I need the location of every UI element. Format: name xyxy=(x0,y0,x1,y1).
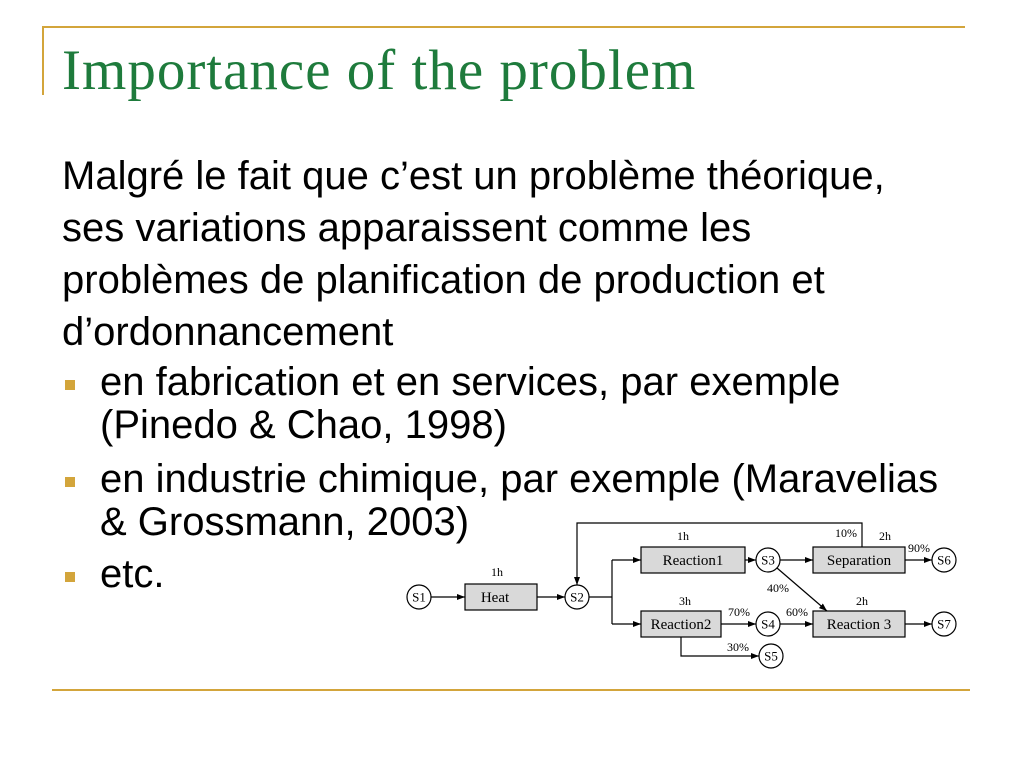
top-accent-rule xyxy=(42,26,965,28)
task-heat xyxy=(465,565,537,610)
state-s2 xyxy=(565,585,589,609)
task-reaction3 xyxy=(813,594,905,637)
task-reaction2 xyxy=(641,594,721,637)
state-s6-label: S6 xyxy=(937,552,951,568)
bullet-text xyxy=(100,361,840,447)
state-s2-label: S2 xyxy=(570,589,584,605)
intro-line: problèmes de planification de production et xyxy=(62,258,825,302)
split-s2-to-reactions xyxy=(589,560,612,624)
bullet-line: (Pinedo & Chao, 1998) xyxy=(100,403,507,447)
bullet-item xyxy=(62,361,840,447)
flow-fraction-reaction2-to-s4: 70% xyxy=(728,605,750,619)
bullet-line: en fabrication et en services, par exemple xyxy=(100,360,841,404)
bullet-square-icon xyxy=(65,380,75,390)
bullet-line: etc. xyxy=(100,552,165,596)
state-s5-label: S5 xyxy=(764,648,778,664)
task-heat-duration: 1h xyxy=(491,565,503,579)
task-reaction1-duration: 1h xyxy=(677,529,689,543)
task-separation-duration: 2h xyxy=(879,529,891,543)
bullet-item xyxy=(62,553,164,596)
state-s4-label: S4 xyxy=(761,616,775,632)
bullet-square-icon xyxy=(65,572,75,582)
state-s3-label: S3 xyxy=(761,552,775,568)
left-accent-rule xyxy=(42,26,44,95)
task-reaction2-duration: 3h xyxy=(679,594,691,608)
state-s3 xyxy=(756,548,780,572)
intro-line: Malgré le fait que c’est un problème théorique, xyxy=(62,154,885,198)
state-s5 xyxy=(759,644,783,668)
task-reaction3-label: Reaction 3 xyxy=(826,617,892,633)
bullet-square-icon xyxy=(65,477,75,487)
flow-fraction-separation-to-s6: 90% xyxy=(908,541,930,555)
flow-fraction-reaction2-to-s5: 30% xyxy=(727,640,749,654)
state-s1 xyxy=(407,585,431,609)
state-s7 xyxy=(932,612,956,636)
state-s1-label: S1 xyxy=(412,589,426,605)
state-s4 xyxy=(756,612,780,636)
flow-fraction-separation-to-s2: 10% xyxy=(835,526,857,540)
intro-line: ses variations apparaissent comme les xyxy=(62,206,752,250)
task-reaction3-duration: 2h xyxy=(856,594,868,608)
bullet-line: en industrie chimique, par exemple (Maravelias xyxy=(100,457,939,501)
task-reaction2-label: Reaction2 xyxy=(650,617,712,633)
task-reaction1 xyxy=(641,529,745,573)
task-separation xyxy=(813,529,905,573)
bullet-text xyxy=(100,553,164,596)
flow-fraction-s4-to-reaction3: 60% xyxy=(786,605,808,619)
bottom-accent-rule xyxy=(52,689,970,691)
flow-fraction-s3-to-reaction3: 40% xyxy=(767,581,789,595)
state-s7-label: S7 xyxy=(937,616,951,632)
task-reaction1-label: Reaction1 xyxy=(662,553,724,569)
state-s6 xyxy=(932,548,956,572)
slide-title: Importance of the problem xyxy=(62,39,697,102)
task-heat-label: Heat xyxy=(480,590,510,606)
bullet-line: & Grossmann, 2003) xyxy=(100,500,470,544)
intro-line: d’ordonnancement xyxy=(62,310,394,354)
process-flow-diagram xyxy=(395,515,970,675)
task-separation-label: Separation xyxy=(826,553,892,569)
